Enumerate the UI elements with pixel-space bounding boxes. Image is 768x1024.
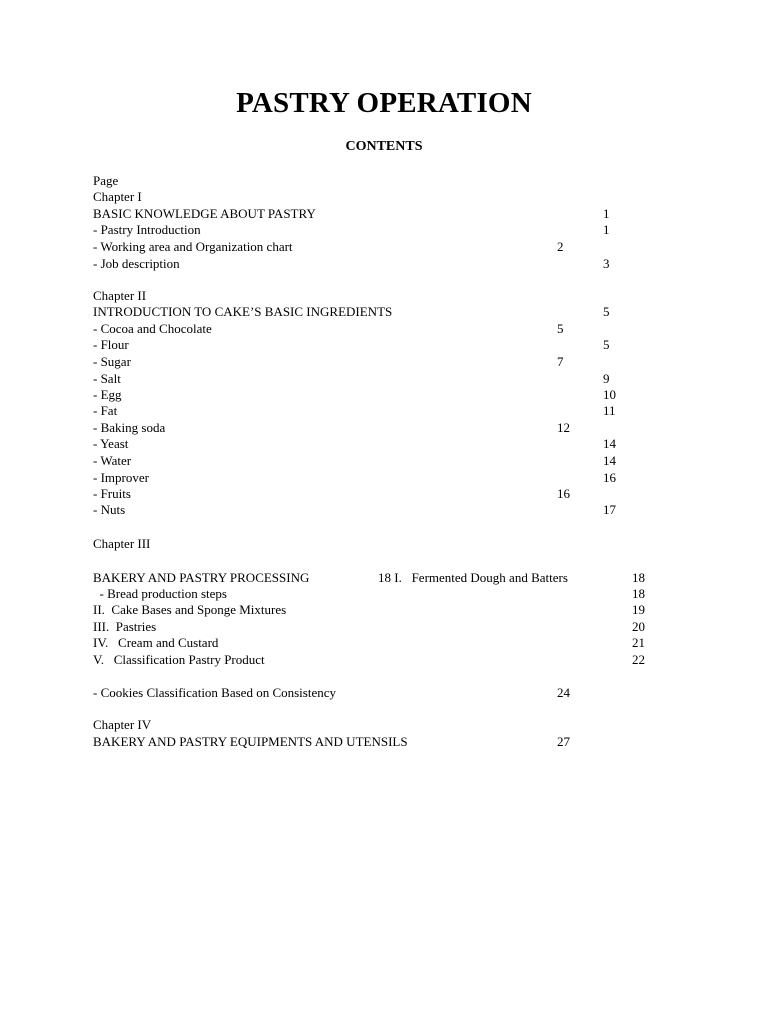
toc-entry: - Nuts <box>93 502 126 517</box>
page-number: 1 <box>603 206 610 221</box>
page-number: 5 <box>557 321 564 336</box>
toc-entry: - Salt <box>93 371 121 386</box>
page-number: 9 <box>603 371 610 386</box>
toc-entry: IV. Cream and Custard <box>93 635 219 650</box>
page-number: 24 <box>557 685 570 700</box>
chapter-title: BAKERY AND PASTRY PROCESSING <box>93 570 310 585</box>
page-number: 14 <box>603 453 616 468</box>
page-number: 27 <box>557 734 570 749</box>
page-column-label: Page <box>93 173 119 188</box>
toc-entry: - Improver <box>93 470 149 485</box>
page-number: 17 <box>603 502 616 517</box>
page-number: 18 <box>632 586 645 601</box>
toc-entry: - Flour <box>93 337 129 352</box>
page-number: 19 <box>632 602 645 617</box>
page-number: 14 <box>603 436 616 451</box>
document-title: PASTRY OPERATION <box>236 87 532 119</box>
chapter-title: INTRODUCTION TO CAKE’S BASIC INGREDIENTS <box>93 304 393 319</box>
toc-entry: - Sugar <box>93 354 131 369</box>
toc-entry: - Water <box>93 453 132 468</box>
toc-entry: - Bread production steps <box>93 586 227 601</box>
chapter-heading: Chapter IV <box>93 717 152 732</box>
page-number: 16 <box>557 486 570 501</box>
page-number: 11 <box>603 403 616 418</box>
chapter-heading: Chapter II <box>93 288 147 303</box>
chapter-title: BASIC KNOWLEDGE ABOUT PASTRY <box>93 206 316 221</box>
page-number: 7 <box>557 354 564 369</box>
toc-entry: II. Cake Bases and Sponge Mixtures <box>93 602 287 617</box>
page-number: 10 <box>603 387 616 402</box>
toc-entry: - Fruits <box>93 486 131 501</box>
page-number: 22 <box>632 652 645 667</box>
page-number: 20 <box>632 619 645 634</box>
toc-entry: 18 I. Fermented Dough and Batters <box>378 570 568 585</box>
page-number: 5 <box>603 304 610 319</box>
toc-entry: - Baking soda <box>93 420 166 435</box>
toc-entry: - Cocoa and Chocolate <box>93 321 212 336</box>
page-number: 2 <box>557 239 564 254</box>
chapter-heading: Chapter I <box>93 189 142 204</box>
page-number: 21 <box>632 635 645 650</box>
toc-entry: III. Pastries <box>93 619 157 634</box>
toc-entry: - Working area and Organization chart <box>93 239 293 254</box>
toc-entry: - Job description <box>93 256 180 271</box>
contents-heading: CONTENTS <box>345 139 423 154</box>
page-number: 1 <box>603 222 610 237</box>
page-number: 5 <box>603 337 610 352</box>
chapter-heading: Chapter III <box>93 536 151 551</box>
chapter-title: BAKERY AND PASTRY EQUIPMENTS AND UTENSILS <box>93 734 408 749</box>
toc-entry: - Fat <box>93 403 118 418</box>
toc-entry: V. Classification Pastry Product <box>93 652 265 667</box>
toc-entry: - Pastry Introduction <box>93 222 201 237</box>
page-number: 18 <box>632 570 645 585</box>
page-number: 16 <box>603 470 616 485</box>
page-number: 3 <box>603 256 610 271</box>
page-number: 12 <box>557 420 570 435</box>
toc-entry: - Cookies Classification Based on Consistency <box>93 685 337 700</box>
toc-entry: - Yeast <box>93 436 129 451</box>
toc-entry: - Egg <box>93 387 122 402</box>
